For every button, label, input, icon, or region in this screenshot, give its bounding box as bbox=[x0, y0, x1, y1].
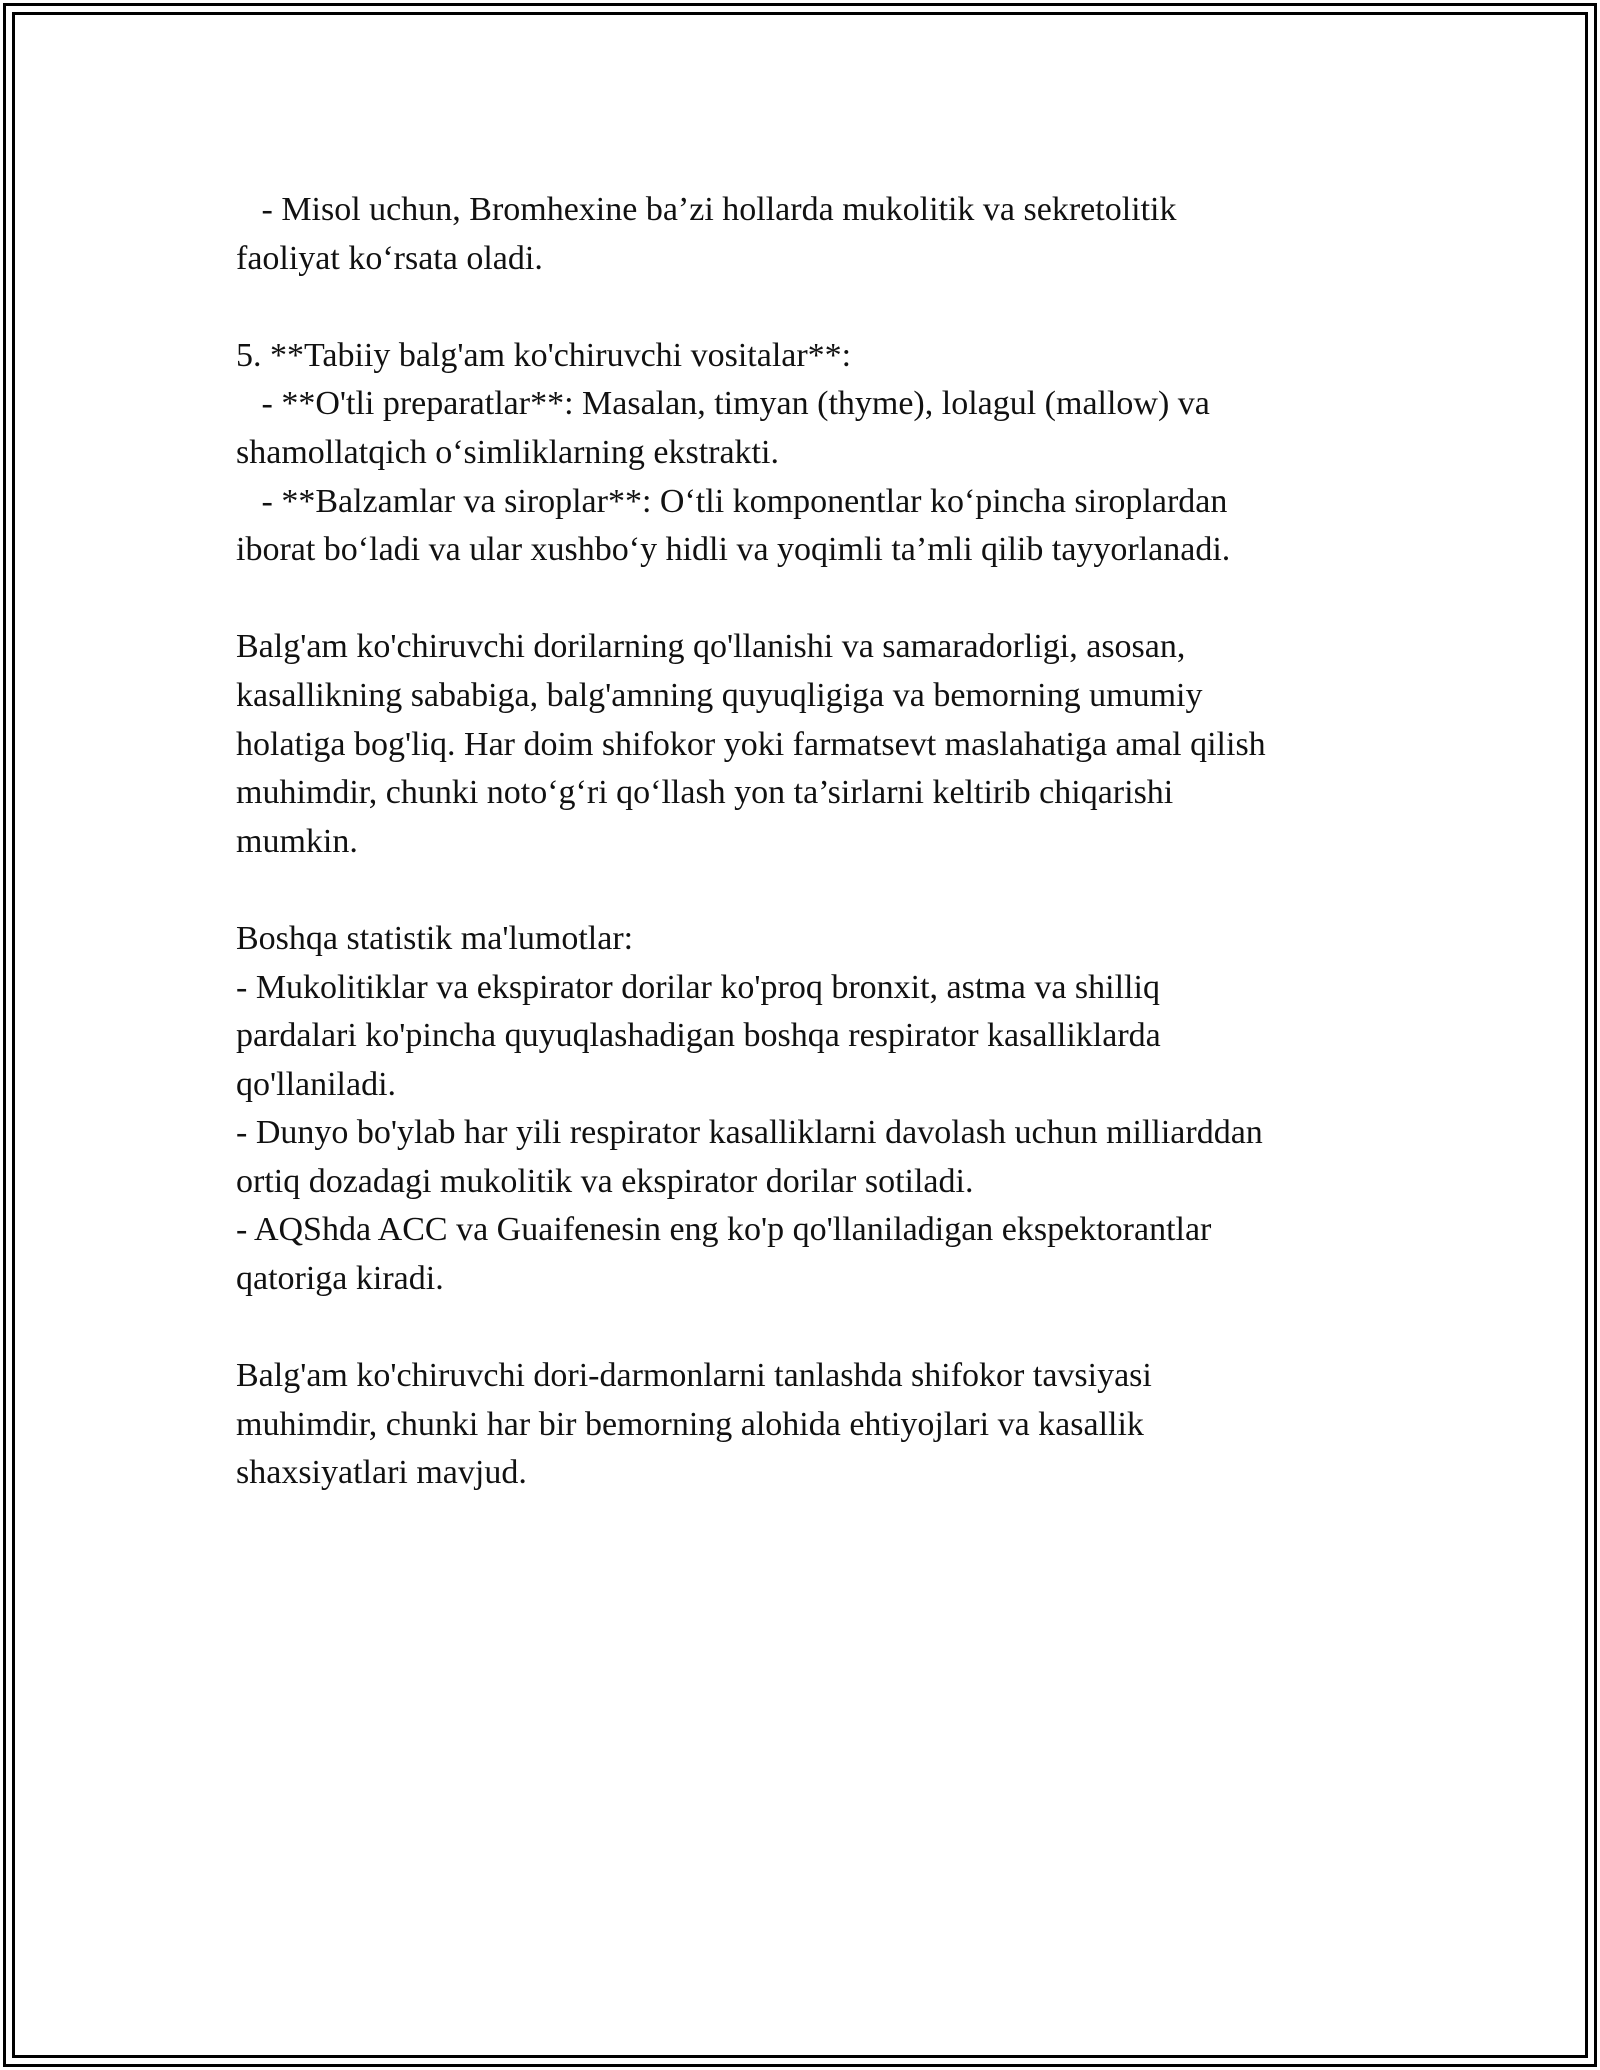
list-item: - Dunyo bo'ylab har yili respirator kasalliklarni davolash uchun milliarddan bbox=[236, 1114, 1263, 1152]
document-body bbox=[236, 186, 1366, 1498]
text-line: ortiq dozadagi mukolitik va ekspirator dorilar sotiladi. bbox=[236, 1162, 974, 1200]
paragraph-line: kasallikning sababiga, balg'amning quyuqligiga va bemorning umumiy bbox=[236, 676, 1203, 714]
blank-line bbox=[236, 866, 1366, 915]
text-line: shamollatqich o‘simliklarning ekstrakti. bbox=[236, 433, 779, 471]
list-item: - AQShda ACC va Guaifenesin eng ko'p qo'llaniladigan ekspektorantlar bbox=[236, 1211, 1212, 1249]
list-item: - **O'tli preparatlar**: Masalan, timyan (thyme), lolagul (mallow) va bbox=[236, 385, 1210, 423]
blank-line bbox=[236, 1304, 1366, 1353]
stats-heading: Boshqa statistik ma'lumotlar: bbox=[236, 919, 634, 957]
list-item: - Mukolitiklar va ekspirator dorilar ko'proq bronxit, astma va shilliq bbox=[236, 968, 1160, 1006]
text-line: qatoriga kiradi. bbox=[236, 1260, 444, 1298]
paragraph-line: Balg'am ko'chiruvchi dorilarning qo'llanishi va samaradorligi, asosan, bbox=[236, 628, 1186, 666]
paragraph-line: holatiga bog'liq. Har doim shifokor yoki farmatsevt maslahatiga amal qilish bbox=[236, 725, 1266, 763]
list-item: - **Balzamlar va siroplar**: O‘tli komponentlar ko‘pincha siroplardan bbox=[236, 482, 1228, 520]
section-heading: 5. **Tabiiy balg'am ko'chiruvchi vositalar**: bbox=[236, 336, 852, 374]
text-line: - Misol uchun, Bromhexine ba’zi hollarda mukolitik va sekretolitik bbox=[236, 191, 1177, 228]
paragraph-line: muhimdir, chunki noto‘g‘ri qo‘llash yon ta’sirlarni keltirib chiqarishi bbox=[236, 774, 1174, 812]
text-line: faoliyat ko‘rsata oladi. bbox=[236, 239, 543, 277]
paragraph-line: Balg'am ko'chiruvchi dori-darmonlarni tanlashda shifokor tavsiyasi bbox=[236, 1357, 1152, 1395]
blank-line bbox=[236, 283, 1366, 332]
paragraph-line: muhimdir, chunki har bir bemorning alohida ehtiyojlari va kasallik bbox=[236, 1405, 1144, 1443]
blank-line bbox=[236, 575, 1366, 624]
paragraph-line: shaxsiyatlari mavjud. bbox=[236, 1454, 527, 1492]
text-line: iborat bo‘ladi va ular xushbo‘y hidli va yoqimli ta’mli qilib tayyorlanadi. bbox=[236, 531, 1231, 569]
paragraph-line: mumkin. bbox=[236, 822, 358, 860]
text-line: qo'llaniladi. bbox=[236, 1065, 397, 1103]
text-line: pardalari ko'pincha quyuqlashadigan boshqa respirator kasalliklarda bbox=[236, 1017, 1161, 1055]
